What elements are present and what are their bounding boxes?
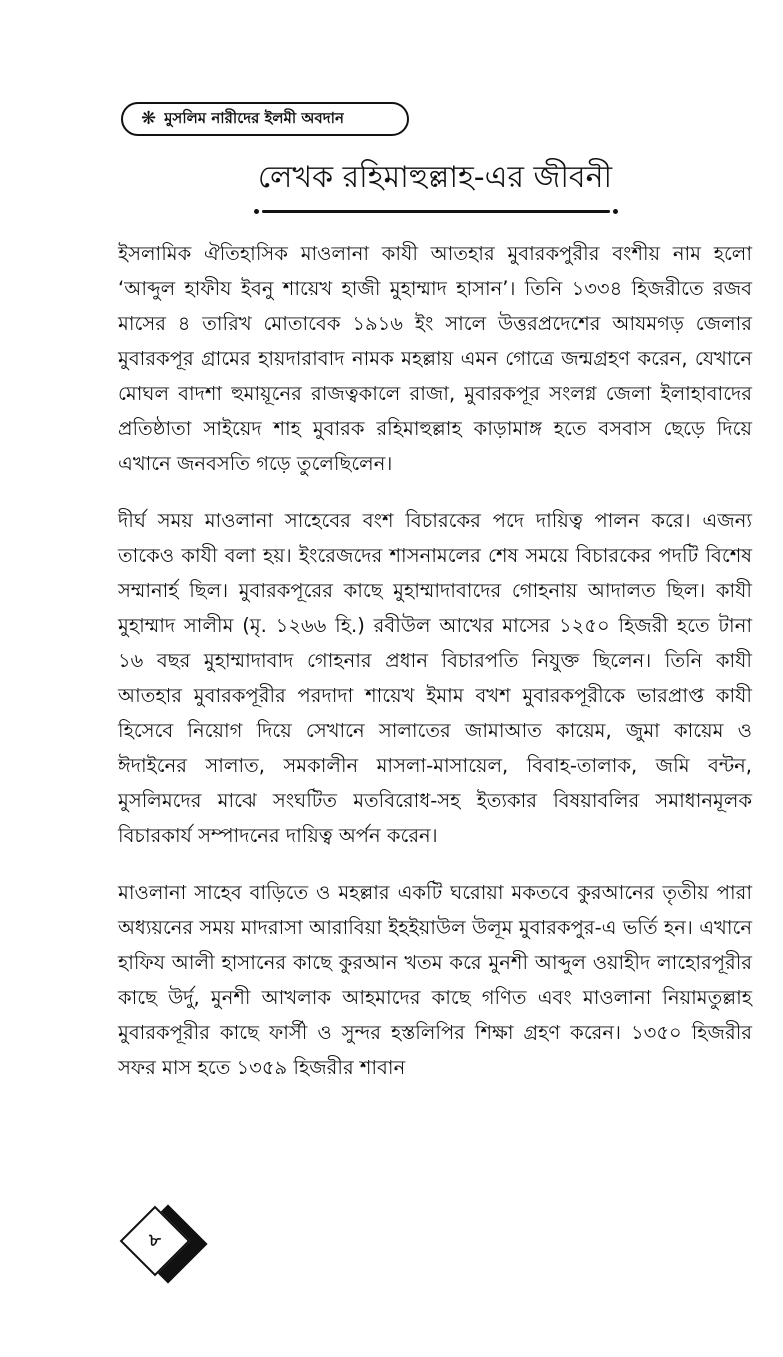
paragraph-1: ইসলামিক ঐতিহাসিক মাওলানা কাযী আতহার মুবারকপুরীর বংশীয় নাম হলো ‘আব্দুল হাফীয ইবনু শায়েখ হাজী মুহাম্মাদ হাসান’। তিনি ১৩৩৪ হিজরীতে রজব মাসের ৪ তারিখ মোতাবেক ১৯১৬ ইং সালে উত্তরপ্রদেশের আযমগড় জেলার মুবারকপূর গ্রামের হায়দারাবাদ নামক মহল্লায় এমন গোত্রে জন্মগ্রহণ করেন, যেখানে মোঘল বাদশা হুমায়ূনের রাজত্বকালে রাজা, মুবারকপূর সংলগ্ন জেলা ইলাহাবাদের প্রতিষ্ঠাতা সাইয়েদ শাহ মুবারক রহিমাহুল্লাহ কাড়ামাঙ্গ হতে বসবাস ছেড়ে দিয়ে এখানে জনবসতি গড়ে তুলেছিলেন। [118,242,752,475]
page-number-badge [118,1208,204,1294]
chapter-title: লেখক রহিমাহুল্লাহ-এর জীবনী [257,160,613,195]
page-number: ৮ [149,1230,161,1251]
underline-left-dot [254,209,259,214]
underline-bar [262,210,610,213]
underline-right-dot [613,209,618,214]
body-text [118,236,752,1107]
title-underline [254,208,618,214]
paragraph-3: মাওলানা সাহেব বাড়িতে ও মহল্লার একটি ঘরোয়া মকতবে কুরআনের তৃতীয় পারা অধ্যয়নের সময় মাদরাসা আরাবিয়া ইহইয়াউল উলূম মুবারকপুর-এ ভর্তি হন। এখানে হাফিয আলী হাসানের কাছে কুরআন খতম করে মুনশী আব্দুল ওয়াহীদ লাহোরপূরীর কাছে উর্দু, মুনশী আখলাক আহমাদের কাছে গণিত এবং মাওলানা নিয়ামতুল্লাহ মুবারকপূরীর কাছে ফার্সী ও সুন্দর হস্তলিপির শিক্ষা গ্রহণ করেন। ১৩৫০ হিজরীর সফর মাস হতে ১৩৫৯ হিজরীর শাবান [118,881,752,1079]
flower-ornament-icon: ❋ [141,108,157,129]
paragraph-2: দীর্ঘ সময় মাওলানা সাহেবের বংশ বিচারকের পদে দায়িত্ব পালন করে। এজন্য তাকেও কাযী বলা হয়। ইংরেজদের শাসনামলের শেষ সময়ে বিচারকের পদটি বিশেষ সম্মানার্হ ছিল। মুবারকপূরের কাছে মুহাম্মাদাবাদের গোহনায় আদালত ছিল। কাযী মুহাম্মাদ সালীম (মৃ. ১২৬৬ হি.) রবীউল আখের মাসের ১২৫০ হিজরী হতে টানা ১৬ বছর মুহাম্মাদাবাদ গোহনার প্রধান বিচারপতি নিযুক্ত ছিলেন। তিনি কাযী আতহার মুবারকপূরীর পরদাদা শায়েখ ইমাম বখশ মুবারকপূরীকে ভারপ্রাপ্ত কাযী হিসেবে নিয়োগ দিয়ে সেখানে সালাতের জামাআত কায়েম, জুমা কায়েম ও ঈদাইনের সালাত, সমকালীন মাসলা-মাসায়েল, বিবাহ-তালাক, জমি বন্টন, মুসলিমদের মাঝে সংঘটিত মতবিরোধ-সহ ইত্যকার বিষয়াবলির সমাধানমূলক বিচারকার্য সম্পাদনের দায়িত্ব অর্পন করেন। [118,509,752,847]
running-header [121,102,409,136]
running-header-title: মুসলিম নারীদের ইলমী অবদান [164,108,344,127]
